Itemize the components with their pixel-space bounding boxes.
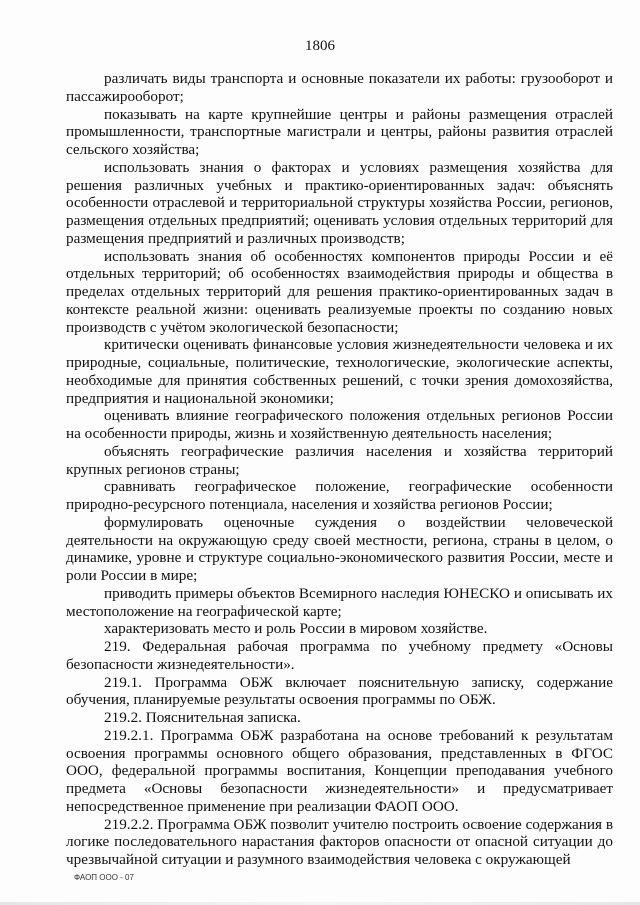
paragraph: различать виды транспорта и основные показатели их работы: грузооборот и пассажирооборот; <box>66 70 613 105</box>
paragraph: формулировать оценочные суждения о воздействии человеческой деятельности на окружающую среду своей местности, региона, страны в целом, о динамике, уровне и структуре социально-экономического развития России, месте и роли России в мире; <box>66 513 613 584</box>
paragraph: критически оценивать финансовые условия жизнедеятельности человека и их природные, социальные, политические, технологические, экологические аспекты, необходимые для принятия собственных решений, с точки зрения домохозяйства, предприятия и национальной экономики; <box>66 336 613 407</box>
paragraph: использовать знания о факторах и условиях размещения хозяйства для решения различных учебных и практико-ориентированных задач: объяснять особенности отраслевой и территориальной структуры хозяйства России, регионов, размещения отдельных предприятий; оценивать условия отдельных территорий для размещения предприятий и различных производств; <box>66 158 613 247</box>
paragraph: объяснять географические различия населения и хозяйства территорий крупных регионов страны; <box>66 442 613 478</box>
paragraph: 219.2.2. Программа ОБЖ позволит учителю построить освоение содержания в логике последовательного нарастания факторов опасности от опасной ситуации до чрезвычайной ситуации и разумного взаимодействия человека с окружающей <box>66 815 613 868</box>
paragraph: сравнивать географическое положение, географические особенности природно-ресурсного потенциала, населения и хозяйства регионов России; <box>66 478 613 513</box>
document-body <box>66 70 613 869</box>
paragraph: использовать знания об особенностях компонентов природы России и её отдельных территорий; об особенностях взаимодействия природы и общества в пределах отдельных территорий для решения практико-ориентированных задач в контексте реальной жизни: оценивать реализуемые проекты по созданию новых производств с учётом экологической безопасности; <box>66 247 613 336</box>
paragraph: оценивать влияние географического положения отдельных регионов России на особенности природы, жизнь и хозяйственную деятельность населения; <box>66 407 613 442</box>
page-number: 1806 <box>305 38 335 54</box>
page-footer: ФАОП ООО - 07 <box>74 873 134 882</box>
paragraph: характеризовать место и роль России в мировом хозяйстве. <box>104 620 488 638</box>
paragraph: приводить примеры объектов Всемирного наследия ЮНЕСКО и описывать их местоположение на географической карте; <box>66 584 613 620</box>
paragraph: 219.1. Программа ОБЖ включает пояснительную записку, содержание обучения, планируемые результаты освоения программы по ОБЖ. <box>66 673 613 709</box>
paragraph: показывать на карте крупнейшие центры и районы размещения отраслей промышленности, транспортные магистрали и центры, районы развития отраслей сельского хозяйства; <box>66 105 613 158</box>
section-heading-219: 219. Федеральная рабочая программа по учебному предмету «Основы безопасности жизнедеятельности». <box>66 638 613 673</box>
paragraph: 219.2.1. Программа ОБЖ разработана на основе требований к результатам освоения программы основного общего образования, представленных в ФГОС ООО, федеральной программы воспитания, Концепции преподавания учебного предмета «Основы безопасности жизнедеятельности» и предусматривает непосредственное применение при реализации ФАОП ООО. <box>66 726 613 815</box>
paragraph: 219.2. Пояснительная записка. <box>104 709 301 726</box>
